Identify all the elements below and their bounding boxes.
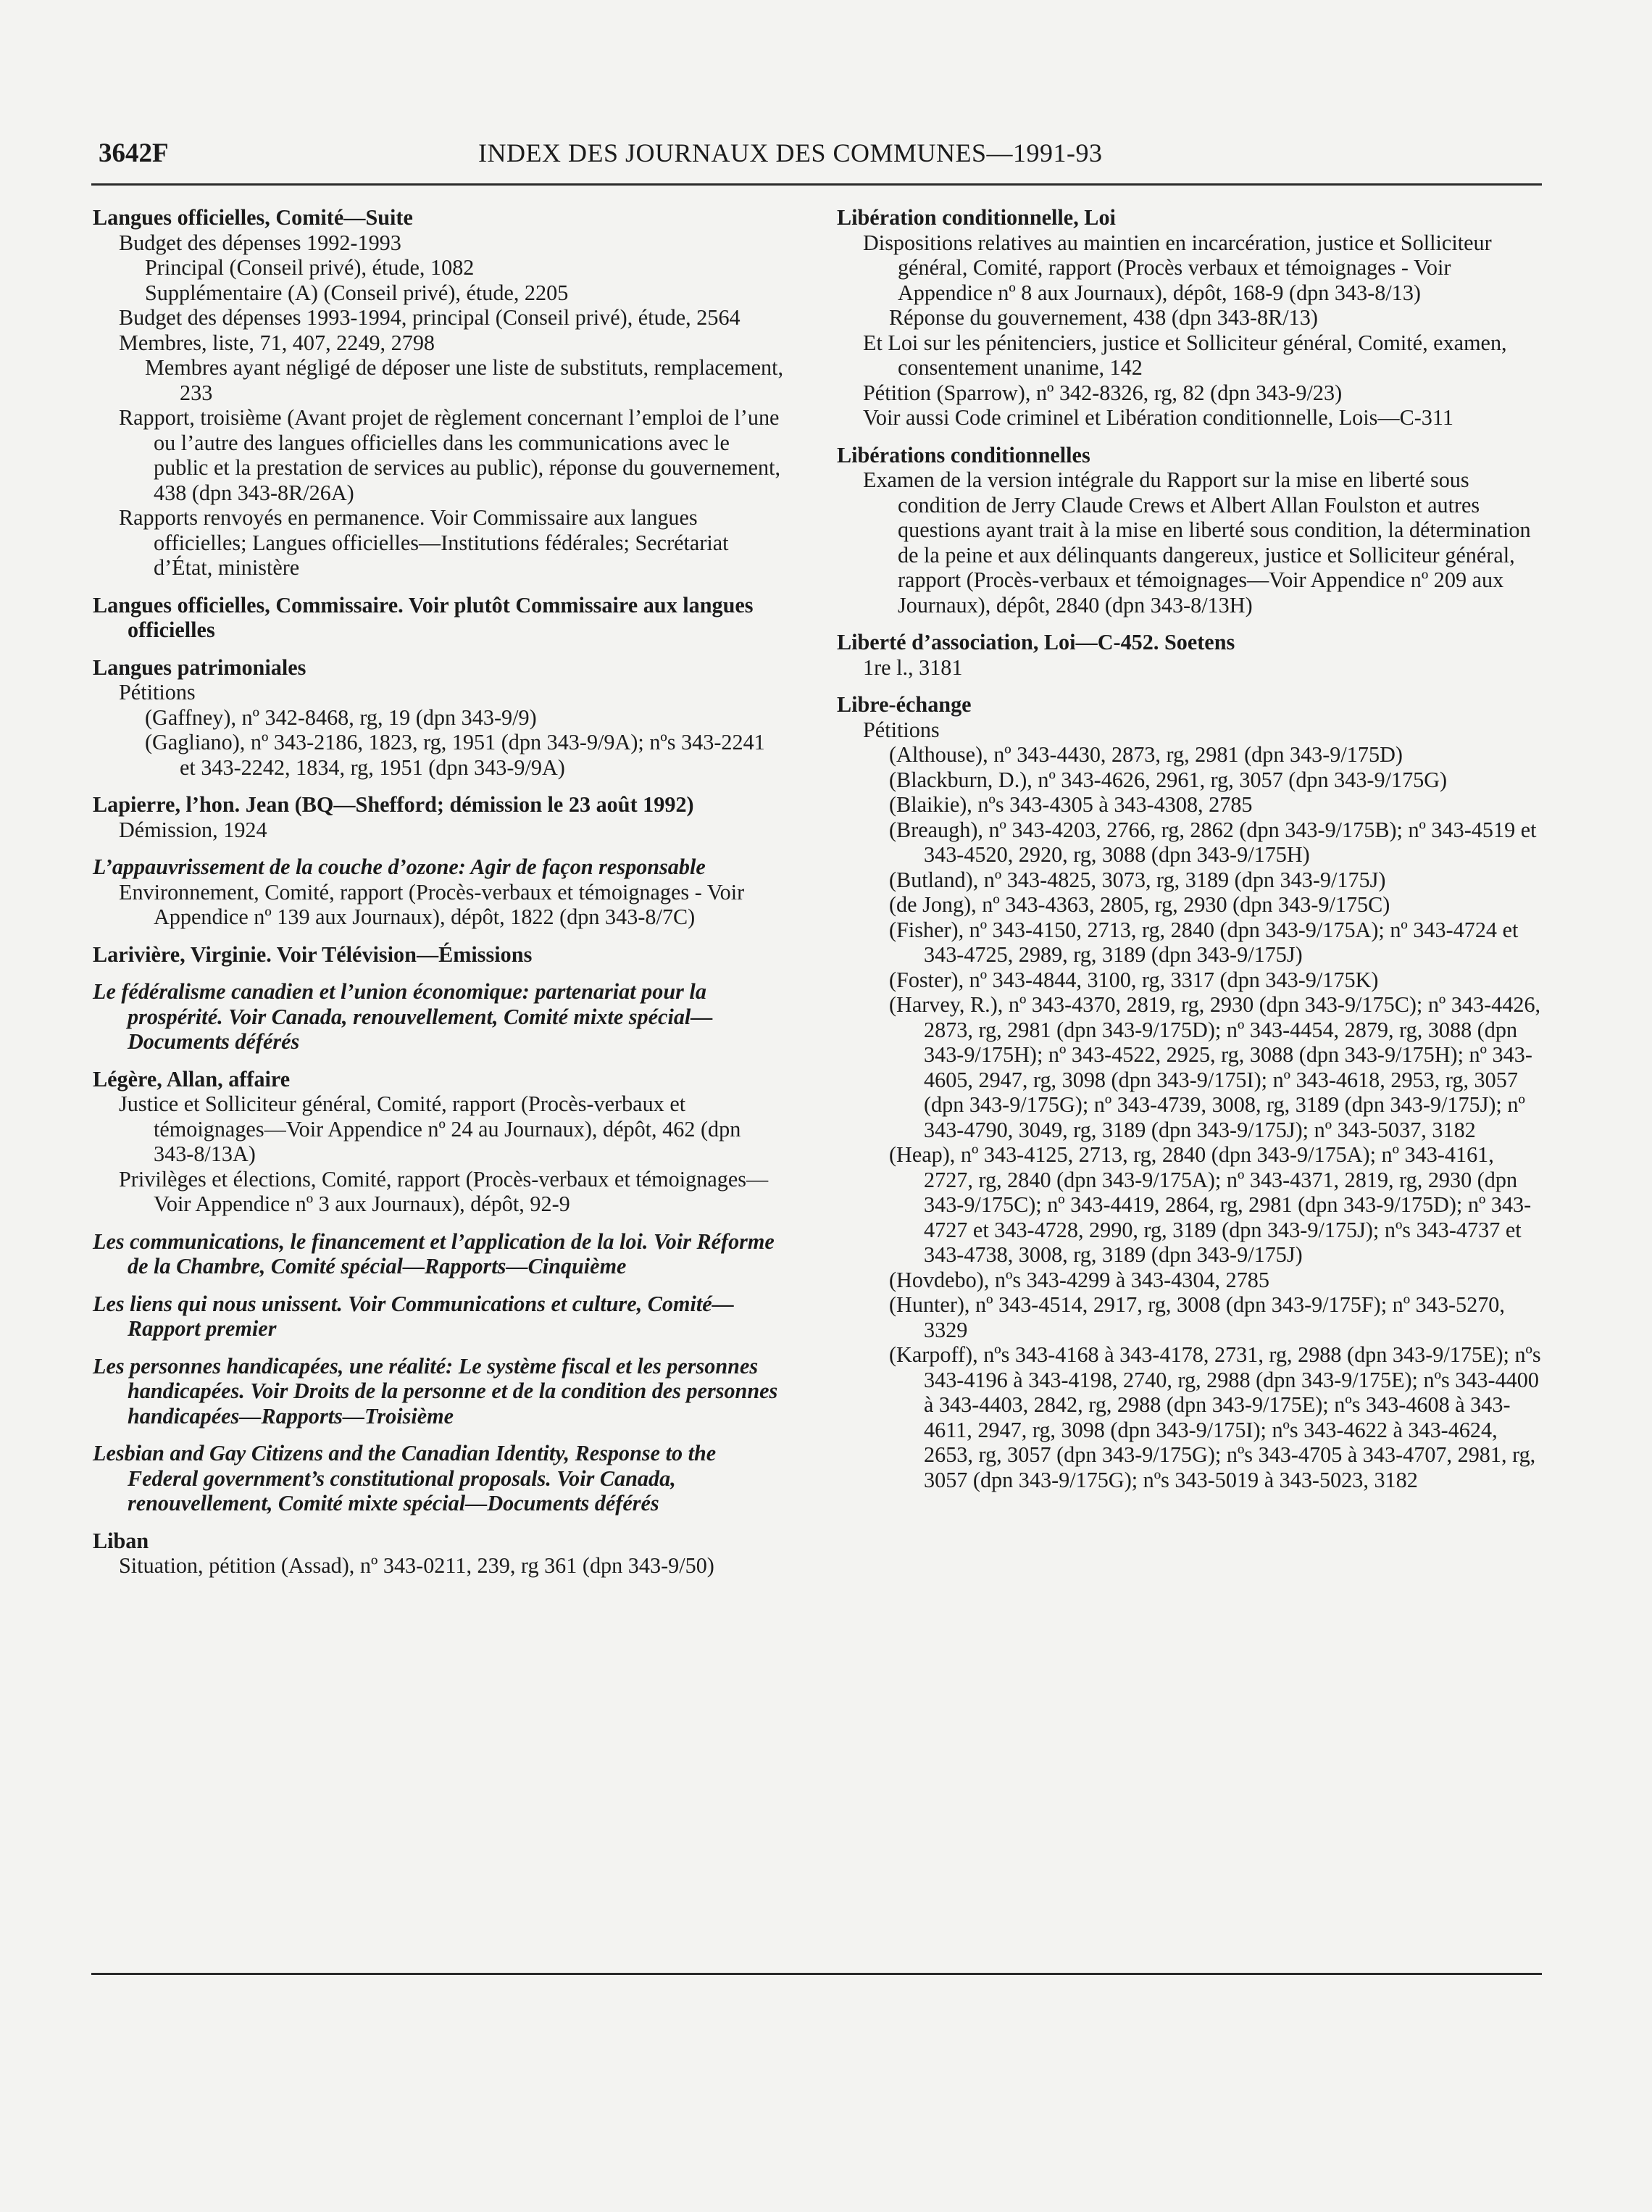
entry-line: Budget des dépenses 1993-1994, principal (Conseil privé), étude, 2564 bbox=[119, 305, 741, 330]
page-header bbox=[99, 138, 1548, 181]
entry-line: Pétitions bbox=[863, 717, 940, 742]
entry-line: Réponse du gouvernement, 438 (dpn 343-8R/13) bbox=[889, 305, 1318, 330]
entry-line: (Breaugh), nº 343-4203, 2766, rg, 2862 (dpn 343-9/175B); nº 343-4519 et 343-4520, 2920, rg, 3088 (dpn 343-9/175H) bbox=[889, 817, 1537, 867]
entry-line: Membres, liste, 71, 407, 2249, 2798 bbox=[119, 330, 435, 355]
entry-line: (Heap), nº 343-4125, 2713, rg, 2840 (dpn 343-9/175A); nº 343-4161, 2727, rg, 2840 (dpn 343-9/175A); nº 343-4371, 2819, rg, 2930 (dpn 343-9/175C); nº 343-4419, 2864, rg, 2981 (dpn 343-9/175D); nº 343-4727 et 343-4728, 2990, rg, 3189 (dpn 343-9/175J); nºs 343-4737 et 343-4738, 3008, rg, 3189 (dpn 343-9/175J) bbox=[889, 1142, 1532, 1267]
index-entry bbox=[93, 1067, 785, 1217]
entry-line: (Gagliano), nº 343-2186, 1823, rg, 1951 (dpn 343-9/9A); nºs 343-2241 et 343-2242, 1834, rg, 1951 (dpn 343-9/9A) bbox=[145, 730, 765, 780]
page-number: 3642F bbox=[99, 138, 169, 168]
entry-line: (de Jong), nº 343-4363, 2805, rg, 2930 (dpn 343-9/175C) bbox=[889, 892, 1390, 917]
entry-line: Membres ayant négligé de déposer une liste de substituts, remplacement, 233 bbox=[145, 355, 784, 405]
entry-line: 1re l., 3181 bbox=[863, 654, 963, 680]
entry-line: Supplémentaire (A) (Conseil privé), étude, 2205 bbox=[145, 280, 569, 305]
entry-heading: Lapierre, l’hon. Jean (BQ—Shefford; démission le 23 août 1992) bbox=[93, 792, 694, 817]
entry-heading: Les liens qui nous unissent. Voir Communications et culture, Comité—Rapport premier bbox=[93, 1291, 734, 1341]
index-entry bbox=[93, 792, 785, 842]
index-entry bbox=[93, 855, 785, 930]
entry-line: (Althouse), nº 343-4430, 2873, rg, 2981 (dpn 343-9/175D) bbox=[889, 742, 1403, 767]
entry-heading: Larivière, Virginie. Voir Télévision—Émissions bbox=[93, 941, 533, 967]
entry-heading: Liberté d’association, Loi—C-452. Soetens bbox=[837, 630, 1235, 654]
entry-heading: Langues officielles, Commissaire. Voir plutôt Commissaire aux langues officielles bbox=[93, 592, 754, 642]
entry-line: Rapport, troisième (Avant projet de règlement concernant l’emploi de l’une ou l’autre des langues officielles dans les communications avec le public et la prestation de services au public), réponse du gouvernement, 438 (dpn 343-8R/26A) bbox=[119, 405, 781, 505]
entry-line: Environnement, Comité, rapport (Procès-verbaux et témoignages - Voir Appendice nº 139 aux Journaux), dépôt, 1822 (dpn 343-8/7C) bbox=[119, 879, 745, 929]
entry-heading: Liban bbox=[93, 1528, 149, 1553]
entry-line: Privilèges et élections, Comité, rapport (Procès-verbaux et témoignages—Voir Appendice nº 3 aux Journaux), dépôt, 92-9 bbox=[119, 1166, 769, 1216]
entry-line: Pétitions bbox=[119, 680, 196, 704]
entry-line: (Hovdebo), nºs 343-4299 à 343-4304, 2785 bbox=[889, 1267, 1269, 1292]
index-entry bbox=[837, 205, 1543, 431]
entry-line: Rapports renvoyés en permanence. Voir Commissaire aux langues officielles; Langues officielles—Institutions fédérales; Secrétariat d’État, ministère bbox=[119, 505, 729, 580]
entry-line: (Foster), nº 343-4844, 3100, rg, 3317 (dpn 343-9/175K) bbox=[889, 967, 1379, 992]
index-entry bbox=[93, 1441, 785, 1516]
index-entry bbox=[837, 630, 1543, 680]
index-entry bbox=[837, 692, 1543, 1492]
entry-line: Pétition (Sparrow), nº 342-8326, rg, 82 (dpn 343-9/23) bbox=[863, 380, 1343, 405]
entry-heading: Légère, Allan, affaire bbox=[93, 1066, 291, 1092]
index-entry bbox=[93, 979, 785, 1055]
entry-heading: Les personnes handicapées, une réalité: Le système fiscal et les personnes handicapées. Voir Droits de la personne et de la condition des personnes handicapées—Rapports—Troisième bbox=[93, 1353, 778, 1429]
entry-line: Voir aussi Code criminel et Libération conditionnelle, Lois—C-311 bbox=[863, 405, 1453, 430]
entry-line: Principal (Conseil privé), étude, 1082 bbox=[145, 255, 475, 280]
left-column bbox=[93, 205, 785, 1591]
entry-heading: Le fédéralisme canadien et l’union économique: partenariat pour la prospérité. Voir Canada, renouvellement, Comité mixte spécial—Documents déférés bbox=[93, 979, 713, 1054]
index-entry bbox=[93, 593, 785, 643]
entry-line: Examen de la version intégrale du Rapport sur la mise en liberté sous condition de Jerry Claude Crews et Albert Allan Foulston et autres questions ayant trait à la mise en liberté sous condition, la détermination de la peine et aux délinquants dangereux, justice et Solliciteur général, rapport (Procès-verbaux et témoignages—Voir Appendice nº 209 aux Journaux), dépôt, 2840 (dpn 343-8/13H) bbox=[863, 467, 1531, 618]
index-entry bbox=[93, 1229, 785, 1279]
entry-heading: Les communications, le financement et l’application de la loi. Voir Réforme de la Chambre, Comité spécial—Rapports—Cinquième bbox=[93, 1228, 775, 1278]
entry-heading: Libre-échange bbox=[837, 692, 972, 717]
footer-rule bbox=[91, 1973, 1542, 1975]
index-entry bbox=[93, 1292, 785, 1342]
entry-line: (Fisher), nº 343-4150, 2713, rg, 2840 (dpn 343-9/175A); nº 343-4724 et 343-4725, 2989, rg, 3189 (dpn 343-9/175J) bbox=[889, 917, 1519, 967]
index-entry bbox=[93, 655, 785, 781]
entry-line: (Gaffney), nº 342-8468, rg, 19 (dpn 343-9/9) bbox=[145, 704, 537, 730]
entry-line: Budget des dépenses 1992-1993 bbox=[119, 230, 401, 255]
index-entry bbox=[93, 942, 785, 968]
entry-line: Et Loi sur les pénitenciers, justice et Solliciteur général, Comité, examen, consentement unanime, 142 bbox=[863, 330, 1507, 380]
entry-line: Démission, 1924 bbox=[119, 817, 267, 842]
index-entry bbox=[93, 1354, 785, 1429]
index-entry bbox=[93, 205, 785, 581]
right-column bbox=[837, 205, 1543, 1505]
entry-line: (Blackburn, D.), nº 343-4626, 2961, rg, 3057 (dpn 343-9/175G) bbox=[889, 767, 1448, 792]
entry-line: Situation, pétition (Assad), nº 343-0211, 239, rg 361 (dpn 343-9/50) bbox=[119, 1553, 714, 1578]
entry-line: Justice et Solliciteur général, Comité, rapport (Procès-verbaux et témoignages—Voir Appendice nº 24 au Journaux), dépôt, 462 (dpn 343-8/13A) bbox=[119, 1092, 741, 1166]
entry-line: (Harvey, R.), nº 343-4370, 2819, rg, 2930 (dpn 343-9/175C); nº 343-4426, 2873, rg, 2981 (dpn 343-9/175D); nº 343-4454, 2879, rg, 3088 (dpn 343-9/175H); nº 343-4522, 2925, rg, 3088 (dpn 343-9/175H); nº 343-4605, 2947, rg, 3098 (dpn 343-9/175I); nº 343-4618, 2953, rg, 3057 (dpn 343-9/175G); nº 343-4739, 3008, rg, 3189 (dpn 343-9/175J); nº 343-4790, 3049, rg, 3189 (dpn 343-9/175J); nº 343-5037, 3182 bbox=[889, 992, 1541, 1142]
entry-line: (Hunter), nº 343-4514, 2917, rg, 3008 (dpn 343-9/175F); nº 343-5270, 3329 bbox=[889, 1292, 1505, 1342]
page-title: INDEX DES JOURNAUX DES COMMUNES—1991-93 bbox=[478, 138, 1103, 167]
entry-line: (Karpoff), nºs 343-4168 à 343-4178, 2731, rg, 2988 (dpn 343-9/175E); nºs 343-4196 à 343-4198, 2740, rg, 2988 (dpn 343-9/175E); nºs 343-4400 à 343-4403, 2842, rg, 2988 (dpn 343-9/175E); nºs 343-4608 à 343-4611, 2947, rg, 3098 (dpn 343-9/175I); nºs 343-4622 à 343-4624, 2653, rg, 3057 (dpn 343-9/175G); nºs 343-4705 à 343-4707, 2981, rg, 3057 (dpn 343-9/175G); nºs 343-5019 à 343-5023, 3182 bbox=[889, 1342, 1541, 1492]
entry-heading: Libérations conditionnelles bbox=[837, 442, 1090, 467]
entry-line: (Blaikie), nºs 343-4305 à 343-4308, 2785 bbox=[889, 792, 1253, 817]
entry-heading: Langues officielles, Comité—Suite bbox=[93, 205, 413, 230]
entry-heading: L’appauvrissement de la couche d’ozone: Agir de façon responsable bbox=[93, 855, 706, 879]
entry-line: (Butland), nº 343-4825, 3073, rg, 3189 (dpn 343-9/175J) bbox=[889, 867, 1386, 892]
index-entry bbox=[93, 1529, 785, 1579]
header-rule bbox=[91, 183, 1542, 186]
entry-heading: Langues patrimoniales bbox=[93, 654, 306, 680]
entry-heading: Libération conditionnelle, Loi bbox=[837, 205, 1116, 230]
entry-heading: Lesbian and Gay Citizens and the Canadian Identity, Response to the Federal government’s constitutional proposals. Voir Canada, renouvellement, Comité mixte spécial—Documents déférés bbox=[93, 1441, 717, 1515]
index-entry bbox=[837, 443, 1543, 618]
entry-line: Dispositions relatives au maintien en incarcération, justice et Solliciteur général, Comité, rapport (Procès verbaux et témoignages - Voir Appendice nº 8 aux Journaux), dépôt, 168-9 (dpn 343-8/13) bbox=[863, 230, 1492, 305]
